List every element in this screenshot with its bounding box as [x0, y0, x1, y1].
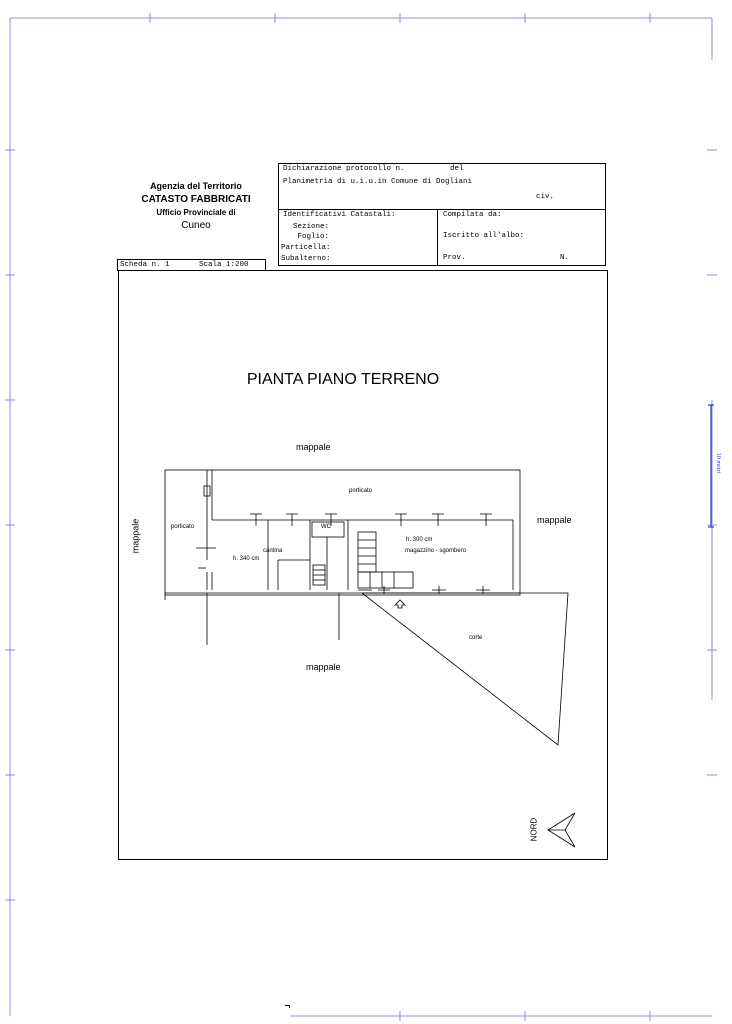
label-mappale-right: mappale [537, 515, 572, 525]
label-h340: h. 340 cm [233, 556, 260, 562]
iscritto-label: Iscritto all'albo: [443, 232, 525, 240]
n-label: N. [560, 254, 570, 262]
label-porticato-left: porticato [171, 524, 195, 530]
del-label: del [450, 165, 464, 173]
label-mappale-bottom: mappale [306, 662, 341, 672]
label-corte: corte [469, 635, 483, 641]
agency-name: Agenzia del Territorio [150, 181, 242, 191]
subalterno-label: Subalterno: [281, 255, 331, 263]
planimetria-label: Planimetria di u.i.u.in Comune di Dogliani [283, 178, 473, 186]
scheda-label: Scheda n. 1 [120, 261, 170, 269]
particella-label: Particella: [281, 244, 331, 252]
label-magazzino: magazzino - sgombero [405, 548, 467, 554]
office-city: Cuneo [181, 220, 211, 231]
dichiarazione-label: Dichiarazione protocollo n. [283, 165, 405, 173]
office-name: Ufficio Provinciale di [156, 208, 236, 217]
prov-label: Prov. [443, 254, 466, 262]
bottom-mark [285, 1005, 290, 1008]
compilata-label: Compilata da: [443, 211, 502, 219]
label-h300: h. 300 cm [406, 537, 433, 543]
label-porticato-top: porticato [349, 488, 373, 494]
label-cantina: cantina [263, 548, 283, 554]
identificativi-label: Identificativi Catastali: [283, 211, 396, 219]
label-mappale-top: mappale [296, 442, 331, 452]
plan-title: PIANTA PIANO TERRENO [246, 371, 440, 388]
label-mappale-left: mappale [130, 518, 141, 554]
civ-label: civ. [536, 193, 555, 201]
north-label: NORD [529, 817, 539, 842]
label-wc: WC [321, 524, 331, 530]
catasto-title: CATASTO FABBRICATI [141, 194, 251, 205]
scala-label: Scala 1:200 [199, 261, 249, 269]
scale-bar-label: 10 metri [715, 452, 721, 474]
foglio-label: Foglio: [297, 233, 329, 241]
sezione-label: Sezione: [292, 223, 329, 231]
